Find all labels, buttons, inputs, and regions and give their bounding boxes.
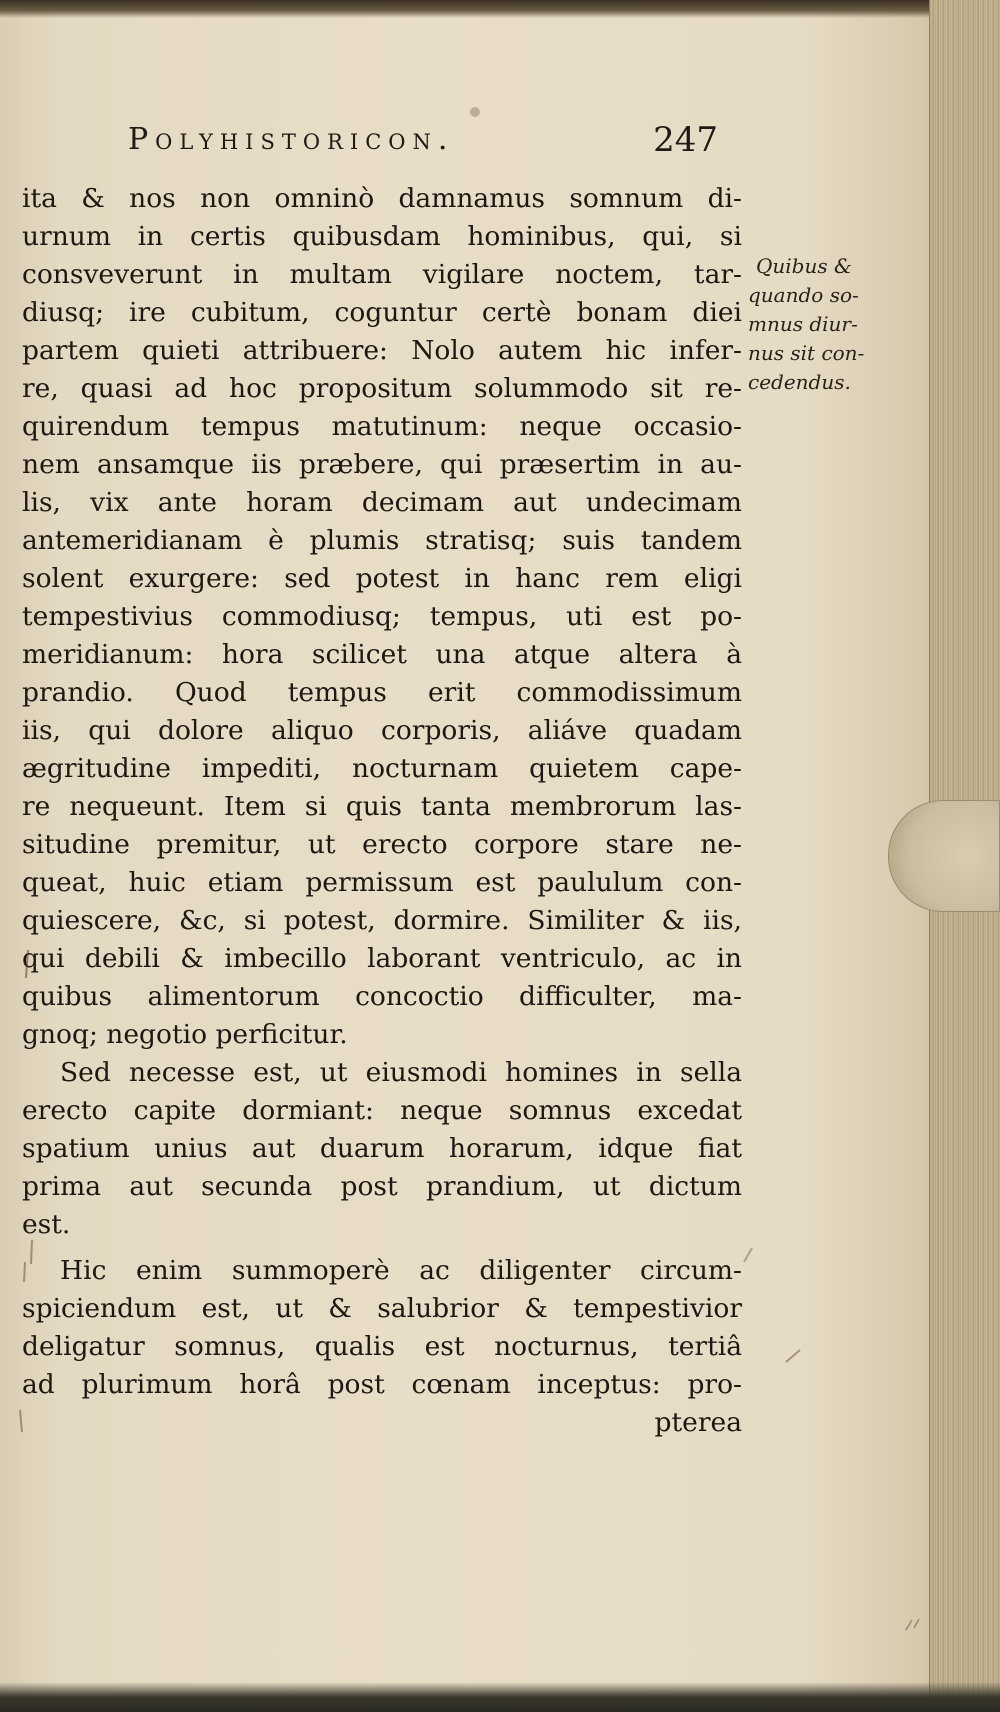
text-line: ad plurimum horâ post cœnam inceptus: pro- (22, 1369, 742, 1400)
bottom-shadow (0, 1682, 1000, 1712)
text-line: ita & nos non omninò damnamus somnum di- (22, 183, 742, 214)
text-line: partem quieti attribuere: Nolo autem hic infer- (22, 335, 742, 366)
text-line: re, quasi ad hoc propositum solummodo sit re- (22, 373, 742, 404)
text-line: re nequeunt. Item si quis tanta membrorum las- (22, 791, 742, 822)
text-line: meridianum: hora scilicet una atque altera à (22, 639, 742, 670)
text-line: prima aut secunda post prandium, ut dictum (22, 1171, 742, 1202)
margin-note-line: quando so- (748, 283, 859, 307)
top-shadow (0, 0, 1000, 18)
text-line: queat, huic etiam permissum est paululum con- (22, 867, 742, 898)
text-line: antemeridianam è plumis stratisq; suis tandem (22, 525, 742, 556)
margin-note-line: mnus diur- (748, 312, 858, 336)
page-edge-tab (888, 800, 1000, 912)
text-line: Sed necesse est, ut eiusmodi homines in sella (60, 1057, 742, 1088)
text-line: urnum in certis quibusdam hominibus, qui, si (22, 221, 742, 252)
text-line: spatium unius aut duarum horarum, idque fiat (22, 1133, 742, 1164)
text-line: quibus alimentorum concoctio difficulter, ma- (22, 981, 742, 1012)
text-line: lis, vix ante horam decimam aut undecimam (22, 487, 742, 518)
margin-note-line: Quibus & (756, 254, 852, 278)
running-title: Polyhistoricon. (128, 122, 455, 157)
text-line: tempestivius commodiusq; tempus, uti est po- (22, 601, 742, 632)
text-line: situdine premitur, ut erecto corpore stare ne- (22, 829, 742, 860)
margin-note-line: nus sit con- (748, 341, 865, 365)
text-line: consveverunt in multam vigilare noctem, tar- (22, 259, 742, 290)
text-line: iis, qui dolore aliquo corporis, aliáve quadam (22, 715, 742, 746)
page-header (128, 122, 718, 166)
text-line: prandio. Quod tempus erit commodissimum (22, 677, 742, 708)
text-line: ægritudine impediti, nocturnam quietem cape- (22, 753, 742, 784)
text-line: erecto capite dormiant: neque somnus excedat (22, 1095, 742, 1126)
text-line: diusq; ire cubitum, coguntur certè bonam diei (22, 297, 742, 328)
text-line: nem ansamque iis præbere, qui præsertim in au- (22, 449, 742, 480)
text-line: qui debili & imbecillo laborant ventriculo, ac in (22, 943, 742, 974)
text-line: est. (22, 1209, 71, 1240)
text-line: deligatur somnus, qualis est nocturnus, tertiâ (22, 1331, 742, 1362)
margin-note-line: cedendus. (748, 370, 851, 394)
text-line: solent exurgere: sed potest in hanc rem eligi (22, 563, 742, 594)
page-number: 247 (653, 120, 718, 160)
text-line: quiescere, &c, si potest, dormire. Similiter & iis, (22, 905, 742, 936)
body-text (22, 180, 742, 1442)
text-line: spiciendum est, ut & salubrior & tempestivior (22, 1293, 742, 1324)
text-line: Hic enim summoperè ac diligenter circum- (60, 1255, 742, 1286)
text-line: gnoq; negotio perficitur. (22, 1019, 348, 1050)
catchword: pterea (654, 1407, 742, 1438)
text-line: quirendum tempus matutinum: neque occasio- (22, 411, 742, 442)
margin-note (748, 252, 898, 397)
